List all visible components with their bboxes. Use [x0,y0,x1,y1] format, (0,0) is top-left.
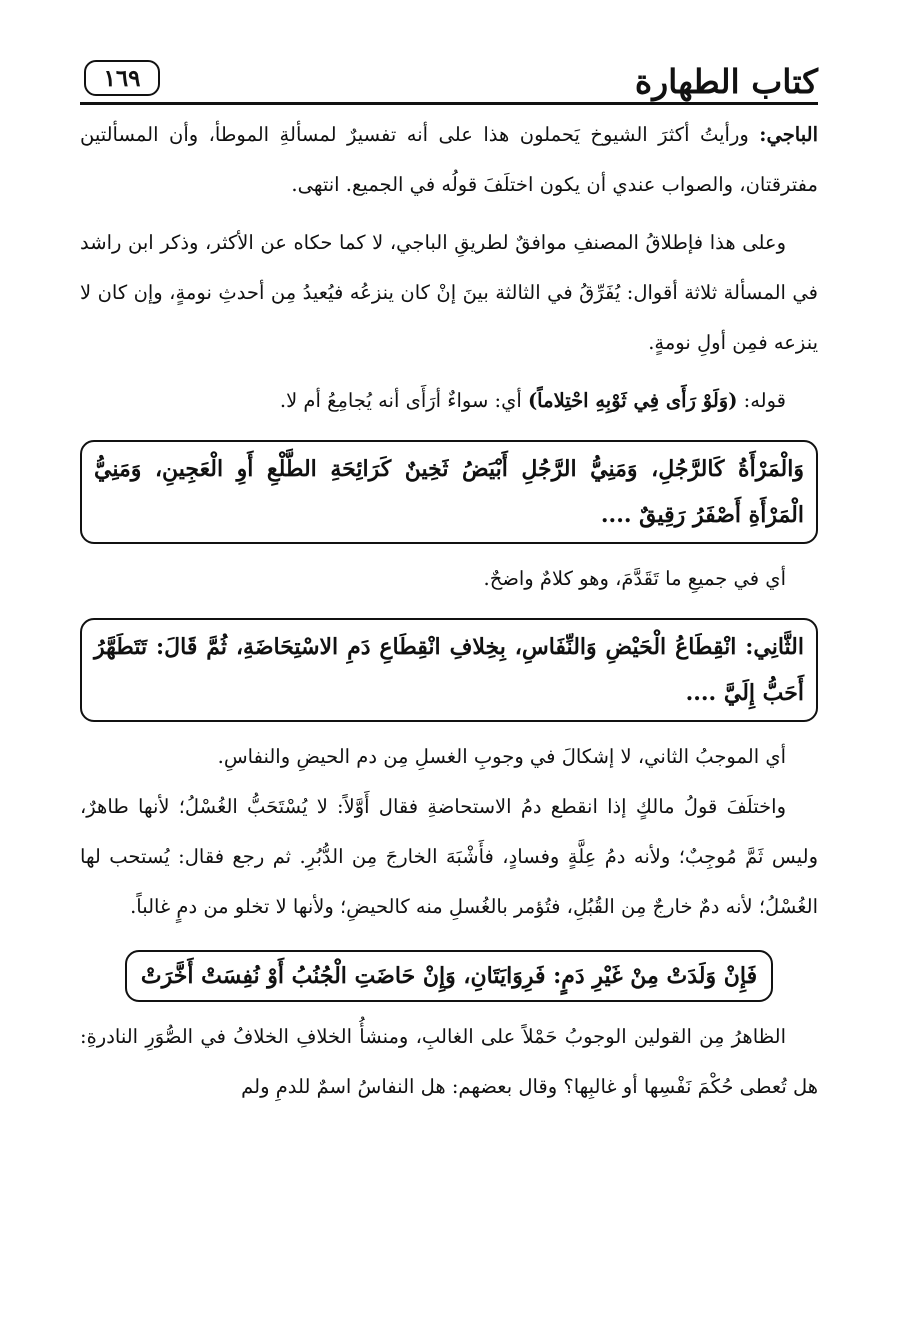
paragraph-qawluh [80,376,818,426]
page-number-box: ١٦٩ [84,60,160,96]
paragraph-ibn-rashid: وعلى هذا فإطلاقُ المصنفِ موافقٌ لطريقِ الباجي، لا كما حكاه عن الأكثر، وذكر ابن راشد في المسألة ثلاثة أقوال: يُفَرِّقُ في الثالثة بينَ إنْ كان ينزعُه فيُعيدُ مِن أحدثِ نومةٍ، وإن كان لا ينزعه فمِن أولِ نومةٍ. [80,231,818,354]
qawluh-prefix: قوله: [737,389,786,412]
matn-box-second-cause: الثَّانِي: انْقِطَاعُ الْحَيْضِ وَالنِّفَاسِ، بِخِلافِ انْقِطَاعِ دَمِ الاسْتِحَاضَةِ، ثُمَّ قَالَ: تَتَطَهَّرُ أَحَبُّ إِلَيَّ .... [80,618,818,722]
qawluh-explanation: أي: سواءٌ أرَأَى أنه يُجامِعُ أم لا. [279,389,528,412]
paragraph-explanation-1: أي في جميعِ ما تَقَدَّمَ، وهو كلامٌ واضحٌ. [483,567,786,590]
page-content [80,110,818,1112]
speaker-name: الباجي: [759,123,818,146]
header-rule [80,102,818,105]
paragraph-zahir: الظاهرُ مِن القولين الوجوبُ حَمْلاً على الغالبِ، ومنشأُ الخلافِ الخلافُ في الصُّوَرِ النادرةِ: هل تُعطى حُكْمَ نَفْسِها أو غالبِها؟ وقال بعضهم: هل النفاسُ اسمٌ للدمِ ولم [80,1025,818,1098]
matn-quote: (وَلَوْ رَأَى فِي ثَوْبِهِ احْتِلاماً) [527,389,738,412]
matn-box-birth: فَإِنْ وَلَدَتْ مِنْ غَيْرِ دَمٍ: فَرِوَايَتَانِ، وَإِنْ حَاضَتِ الْجُنُبُ أَوْ نُفِسَتْ أَخَّرَتْ [125,950,773,1002]
matn-box-woman: وَالْمَرْأَةُ كَالرَّجُلِ، وَمَنِيُّ الرَّجُلِ أَبْيَضُ ثَخِينٌ كَرَائِحَةِ الطَّلْعِ أَوِ الْعَجِينِ، وَمَنِيُّ الْمَرْأَةِ أَصْفَرُ رَقِيقٌ .... [80,440,818,544]
paragraph-text: ورأيتُ أكثرَ الشيوخ يَحملون هذا على أنه تفسيرٌ لمسألةِ الموطأ، وأن المسألتين مفترقتان، والصواب عندي أن يكون اختلَفَ قولُه في الجميع. انتهى. [80,123,818,196]
paragraph-malik: واختلَفَ قولُ مالكٍ إذا انقطع دمُ الاستحاضةِ فقال أَوَّلاً: لا يُسْتَحَبُّ الغُسْلُ؛ لأنها طاهرٌ، وليس ثَمَّ مُوجِبٌ؛ ولأنه دمُ عِلَّةٍ وفسادٍ، فأَشْبَهَ الخارجَ مِن الدُّبُرِ. ثم رجع فقال: يُستحب لها الغُسْلُ؛ لأنه دمٌ خارجٌ مِن القُبُلِ، فتُؤمر بالغُسلِ منه كالحيضِ؛ ولأنها لا تخلو من دمٍ غالباً. [80,795,818,918]
paragraph-baji [80,110,818,210]
paragraph-explanation-2: أي الموجبُ الثاني، لا إشكالَ في وجوبِ الغسلِ مِن دم الحيضِ والنفاسِ. [217,745,786,768]
running-title: كتاب الطهارة [634,62,818,101]
